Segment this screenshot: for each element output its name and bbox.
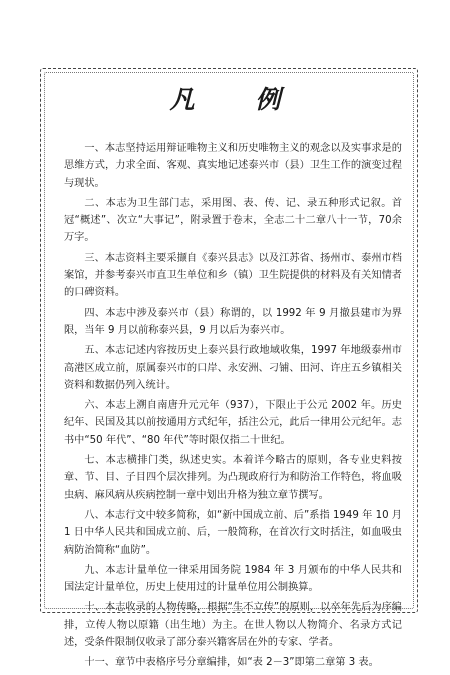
guidelines-body — [64, 140, 402, 675]
guideline-10: 十、本志收录的人物传略，根据“生不立传”的原则，以卒年先后为序编排，立传人物以原籍（出生地）为主。在世人物以人物简介、名录方式记述，受条件限制仅收录了部分泰兴籍客居在外的专家、学者。 — [64, 602, 402, 649]
guideline-3: 三、本志资料主要采撷自《泰兴县志》以及江苏省、扬州市、泰州市档案馆，并参考泰兴市直卫生单位和乡（镇）卫生院提供的材料及有关知情者的口碑资料。 — [64, 252, 402, 299]
guideline-2: 二、本志为卫生部门志，采用图、表、传、记、录五种形式记叙。首冠“概述”、次立“大事记”，附录置于卷末，全志二十二章八十一节，70余万字。 — [64, 197, 402, 244]
guideline-11: 十一、章节中表格序号分章编排，如“表 2－3”即第二章第 3 表。 — [84, 657, 379, 669]
guideline-6: 六、本志上溯自南唐升元元年（937），下限止于公元 2002 年。历史纪年、民国及其以前按通用方式纪年，括注公元，此后一律用公元纪年。志书中“50 年代”、“80 年代”等时限仅指二十世纪。 — [64, 400, 402, 446]
guideline-1: 一、本志坚持运用辩证唯物主义和历史唯物主义的观念以及实事求是的思维方式，力求全面、客观、真实地记述泰兴市（县）卫生工作的演变过程与现状。 — [64, 143, 402, 189]
guideline-9: 九、本志计量单位一律采用国务院 1984 年 3 月颁布的中华人民共和国法定计量单位，历史上使用过的计量单位用公制换算。 — [64, 564, 402, 594]
guideline-5: 五、本志记述内容按历史上泰兴县行政地域收集，1997 年地级泰州市高港区成立前，原属泰兴市的口岸、永安洲、刁铺、田河、许庄五乡镇相关资料和数据仍列入统计。 — [64, 345, 402, 391]
page-title: 凡 例 — [169, 85, 307, 114]
guideline-8: 八、本志行文中较多简称，如“新中国成立前、后”系指 1949 年 10 月 1 日中华人民共和国成立前、后，一般简称，在首次行文时括注，如血吸虫病防治简称“血防”。 — [64, 509, 402, 556]
guideline-7: 七、本志横排门类，纵述史实。本着详今略古的原则，各专业史料按章、节、目、子目四个层次排列。为凸现政府行为和防治工作特色，将血吸虫病、麻风病从疾病控制一章中划出升格为独立章节撰写。 — [64, 455, 402, 501]
guideline-4: 四、本志中涉及泰兴市（县）称谓的，以 1992 年 9 月撤县建市为界限，当年 9 月以前称泰兴县，9 月以后为泰兴市。 — [64, 307, 402, 336]
